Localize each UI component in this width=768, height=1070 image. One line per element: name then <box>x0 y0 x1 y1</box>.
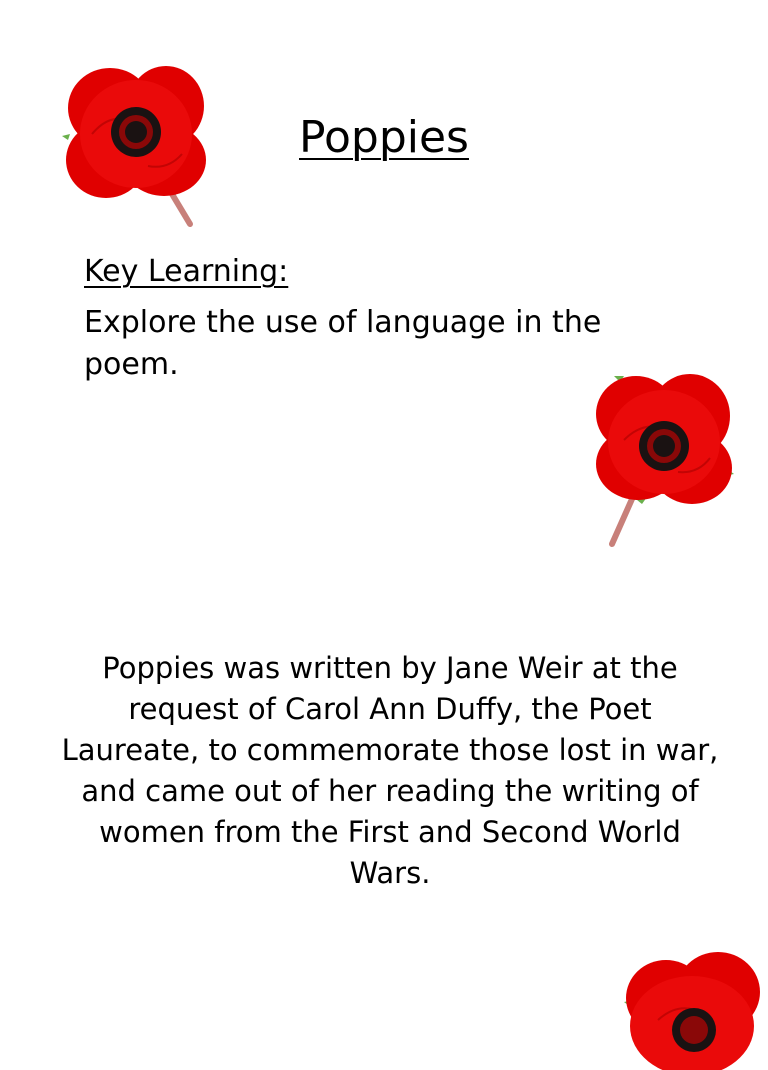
poppy-icon <box>52 48 220 232</box>
body-paragraph: Poppies was written by Jane Weir at the request of Carol Ann Duffy, the Poet Laureate, to commemorate those lost in war, and came out of her reading the writing of women from the First and Second World Wars. <box>61 651 719 890</box>
key-learning-heading: Key Learning: <box>84 254 289 289</box>
page-title-text: Poppies <box>299 112 469 163</box>
page-title <box>200 108 568 168</box>
poppy-icon <box>618 950 768 1070</box>
key-learning-text: Explore the use of language in the poem. <box>84 305 602 382</box>
poppy-icon <box>580 360 740 548</box>
